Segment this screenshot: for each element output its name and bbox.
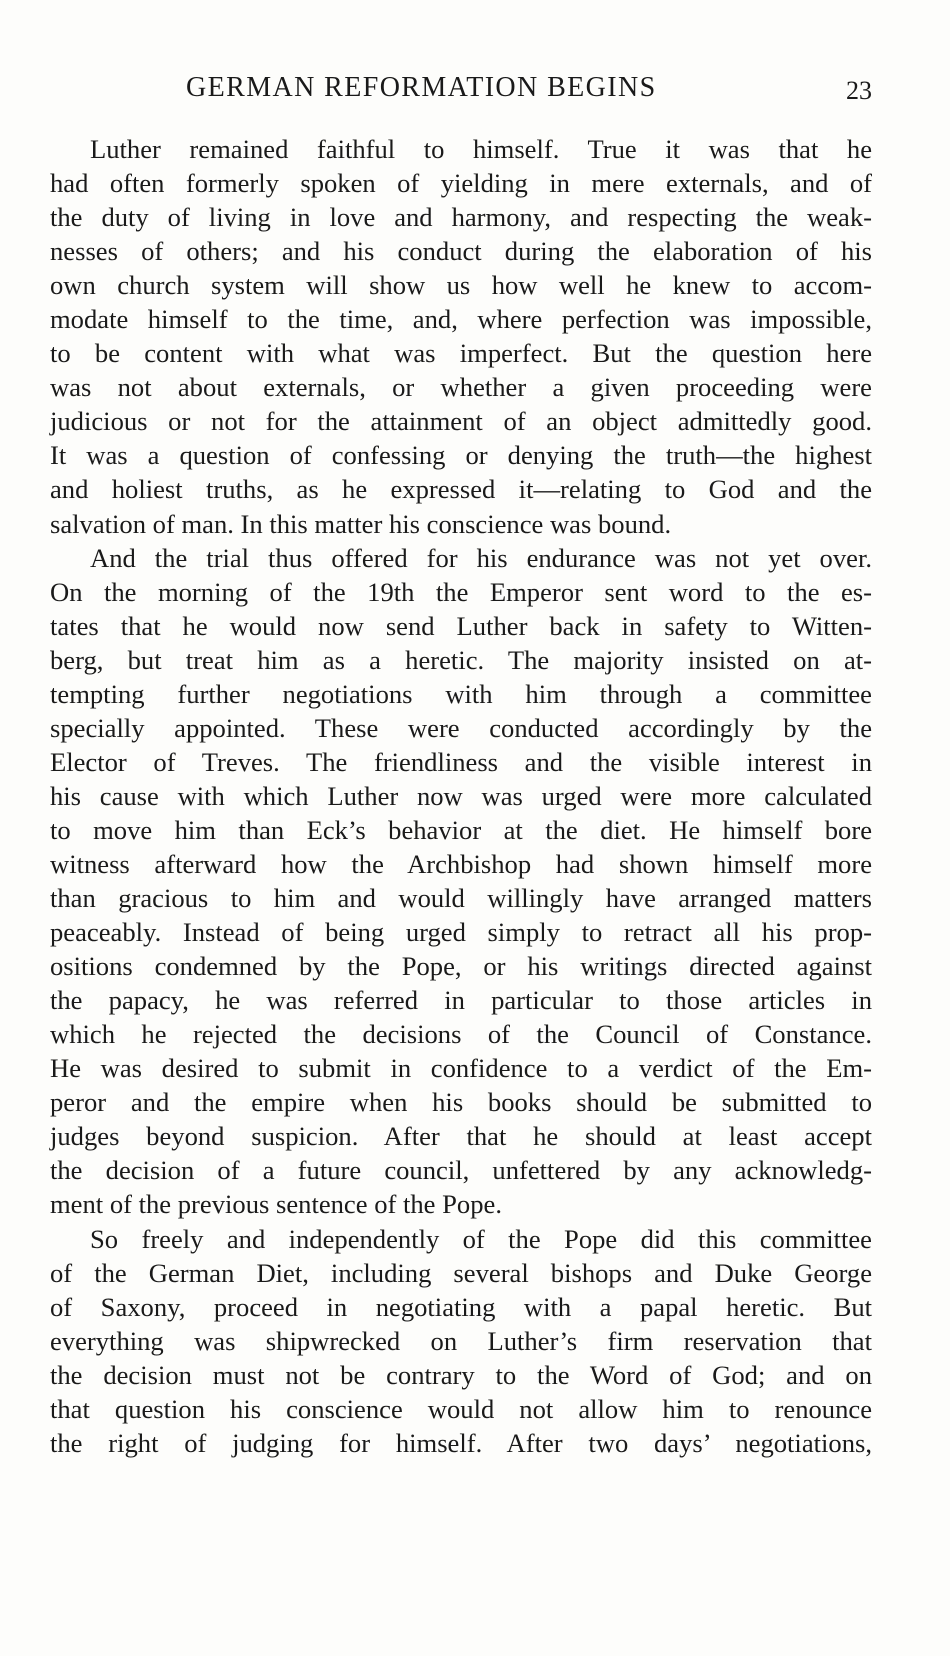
text-line: judicious or not for the attainment of an object admittedly good. <box>50 406 872 437</box>
text-line: to be content with what was imperfect. But the question here <box>50 338 872 369</box>
text-line: the duty of living in love and harmony, and respecting the weak- <box>50 202 872 233</box>
text-line: tates that he would now send Luther back in safety to Witten- <box>50 610 872 641</box>
body-text <box>50 132 872 1460</box>
text-line: the papacy, he was referred in particular to those articles in <box>50 985 872 1016</box>
text-line: to move him than Eck’s behavior at the diet. He himself bore <box>50 814 872 845</box>
text-line: He was desired to submit in confidence to a verdict of the Em- <box>50 1053 872 1084</box>
text-line: And the trial thus offered for his endurance was not yet over. <box>90 542 872 573</box>
text-line: had often formerly spoken of yielding in mere externals, and of <box>50 168 872 199</box>
text-line: Luther remained faithful to himself. True it was that he <box>90 134 872 164</box>
text-line: ositions condemned by the Pope, or his writings directed against <box>50 951 872 982</box>
text-line: witness afterward how the Archbishop had shown himself more <box>50 848 872 879</box>
text-line: Elector of Treves. The friendliness and the visible interest in <box>50 746 872 777</box>
text-line: was not about externals, or whether a given proceeding were <box>50 372 872 403</box>
text-line: On the morning of the 19th the Emperor sent word to the es- <box>50 576 872 607</box>
text-line: the right of judging for himself. After two days’ negotiations, <box>50 1427 872 1458</box>
running-head <box>50 72 872 112</box>
text-line: judges beyond suspicion. After that he should at least accept <box>50 1121 872 1152</box>
text-line: nesses of others; and his conduct during the elaboration of his <box>50 236 872 267</box>
text-line: the decision of a future council, unfettered by any acknowledg- <box>50 1155 872 1186</box>
text-line: tempting further negotiations with him through a committee <box>50 678 872 709</box>
text-line: his cause with which Luther now was urged were more calculated <box>50 780 872 811</box>
text-line: than gracious to him and would willingly have arranged matters <box>50 883 872 914</box>
running-title: GERMAN REFORMATION BEGINS <box>186 72 657 103</box>
text-line: peror and the empire when his books should be submitted to <box>50 1087 872 1118</box>
text-line: It was a question of confessing or denying the truth—the highest <box>50 440 872 471</box>
text-line: that question his conscience would not allow him to renounce <box>50 1393 872 1424</box>
text-line: So freely and independently of the Pope did this committee <box>90 1223 872 1254</box>
text-line: everything was shipwrecked on Luther’s firm reservation that <box>50 1325 872 1356</box>
text-line: berg, but treat him as a heretic. The majority insisted on at- <box>50 644 872 675</box>
text-line: ment of the previous sentence of the Pope. <box>50 1189 502 1220</box>
text-line: of the German Diet, including several bishops and Duke George <box>50 1257 872 1288</box>
text-line: modate himself to the time, and, where perfection was impossible, <box>50 304 872 335</box>
text-line: specially appointed. These were conducted accordingly by the <box>50 712 872 743</box>
text-line: own church system will show us how well he knew to accom- <box>50 270 872 301</box>
text-line: and holiest truths, as he expressed it—relating to God and the <box>50 474 872 505</box>
page-number: 23 <box>846 76 872 105</box>
text-line: the decision must not be contrary to the Word of God; and on <box>50 1359 872 1390</box>
text-line: peaceably. Instead of being urged simply to retract all his prop- <box>50 917 872 948</box>
text-line: salvation of man. In this matter his conscience was bound. <box>50 508 672 539</box>
text-line: which he rejected the decisions of the Council of Constance. <box>50 1019 872 1050</box>
text-line: of Saxony, proceed in negotiating with a papal heretic. But <box>50 1291 872 1322</box>
